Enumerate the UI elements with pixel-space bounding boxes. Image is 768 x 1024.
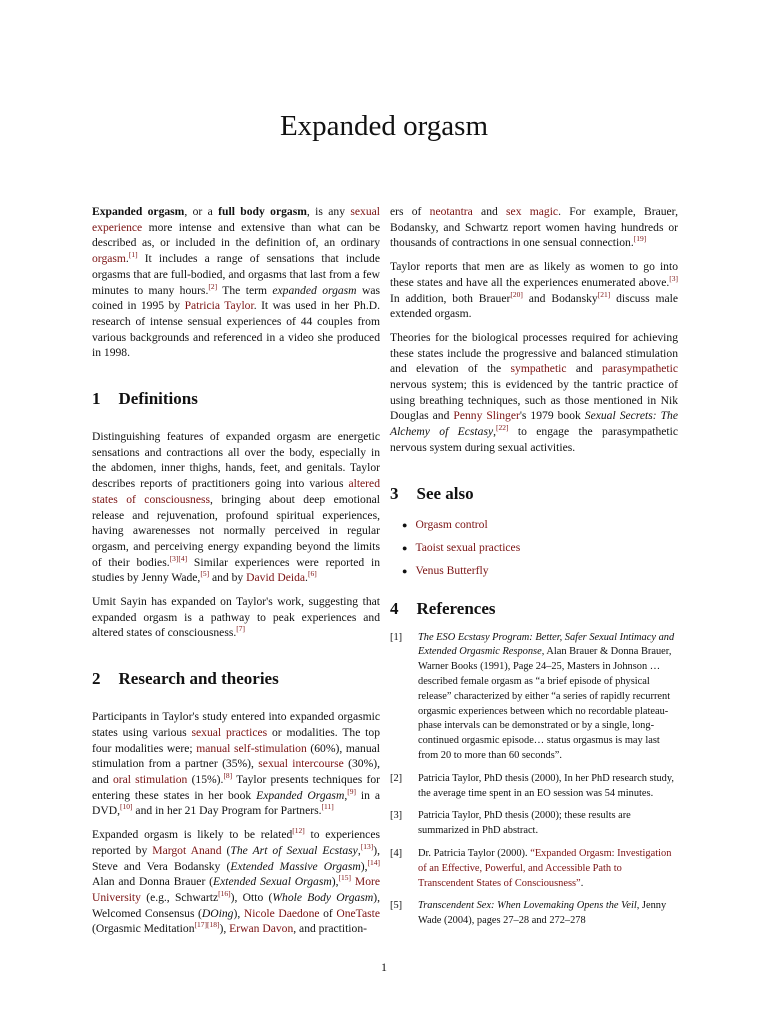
citation[interactable]: [1]: [128, 250, 138, 260]
link-orgasm[interactable]: orgasm: [92, 252, 126, 266]
link-patricia-taylor[interactable]: Patricia Taylor: [184, 299, 254, 313]
definitions-paragraph-2: Umit Sayin has expanded on Taylor's work, suggesting that expanded orgasm is a pathway to peak experiences and altered states of consciousness.[7]: [92, 595, 380, 640]
reference-item: [3] Patricia Taylor, PhD thesis (2000); these results are summarized in PhD abstract.: [390, 809, 678, 839]
citation[interactable]: [20]: [510, 289, 523, 299]
reference-number: [4]: [390, 847, 403, 859]
link-manual-self-stimulation[interactable]: manual self-stimulation: [196, 741, 307, 755]
link-sympathetic[interactable]: sympathetic: [510, 362, 567, 376]
link-margot-anand[interactable]: Margot Anand: [152, 843, 222, 857]
link-oral-stimulation[interactable]: oral stimulation: [112, 772, 188, 786]
citation[interactable]: [16]: [218, 889, 231, 899]
link-more-university[interactable]: More University: [92, 875, 381, 904]
bullet-icon: ●: [402, 565, 408, 576]
citation[interactable]: [14]: [367, 857, 380, 867]
link-sexual-experience[interactable]: sexual experience: [92, 205, 380, 234]
section-heading-research: 2 Research and theories: [92, 669, 279, 689]
citation[interactable]: [6]: [307, 569, 317, 579]
citation[interactable]: [11]: [321, 802, 334, 812]
reference-number: [3]: [390, 810, 403, 822]
left-column: [92, 204, 380, 945]
citation[interactable]: [2]: [208, 281, 218, 291]
see-also-list: [390, 518, 678, 577]
right-column: [390, 204, 678, 937]
reference-item: [1] The ESO Ecstasy Program: Better, Safer Sexual Intimacy and Extended Orgasmic Response, Alan Brauer & Donna Brauer, Warner Books (1991), Page 24–25, Masters in Johnson … described female orgasm as “a brief episode of physical release” characterized by either “a series of rapidly recurrent orgasmic experiences between which no recordable plateau-phase intervals can be demonstrated or by a single, long-continued orgasmic episode… status orgasmus is may last from 20 to more than 60 seconds”.: [390, 631, 678, 764]
section-heading-see-also: 3 See also: [390, 483, 474, 503]
citation[interactable]: [21]: [597, 289, 611, 299]
section-heading-references: 4 References: [390, 598, 496, 618]
link-penny-slinger[interactable]: Penny Slinger: [453, 409, 520, 423]
link-neotantra[interactable]: neotantra: [429, 205, 473, 218]
link-sexual-intercourse[interactable]: sexual intercourse: [258, 757, 344, 771]
research-continued-paragraph: ers of neotantra and sex magic. For example, Brauer, Bodansky, and Schwartz report women having hundreds or thousands of contractions in one sensual connection.[19]: [390, 205, 678, 250]
bullet-icon: ●: [402, 519, 408, 530]
link-david-deida[interactable]: David Deida: [246, 571, 306, 585]
intro-bold-term: Expanded orgasm: [92, 205, 185, 218]
reference-number: [1]: [390, 631, 403, 643]
men-paragraph: Taylor reports that men are as likely as women to go into these states and have all the experiences enumerated above.[3] In addition, both Brauer[20] and Bodansky[21] discuss male extended orgasm.: [390, 260, 678, 321]
link-venus-butterfly[interactable]: Venus Butterfly: [415, 563, 489, 577]
citation[interactable]: [9]: [347, 786, 356, 796]
research-paragraph-2: Expanded orgasm is likely to be related[12] to experiences reported by Margot Anand (The Art of Sexual Ecstasy,[13]), Steve and Vera Bodansky (Extended Massive Orgasm),[14] Alan and Donna Brauer (Extended Sexual Orgasm),[15] More University (e.g., Schwartz[16]), Otto (Whole Body Orgasm), Welcomed Consensus (DOing), Nicole Daedone of OneTaste (Orgasmic Meditation[17][18]), Erwan Davon, and practition-: [92, 826, 381, 936]
intro-paragraph: Expanded orgasm, or a full body orgasm, is any sexual experience more intense and extensive than what can be described as, or included in the definition of, an ordinary orgasm.[1] It includes a range of sensations that include orgasms that are full-bodied, and orgasms that last from a few minutes to many hours.[2] The term expanded orgasm was coined in 1995 by Patricia Taylor. It was used in her Ph.D. research of intense sensual experiences of 44 couples from various backgrounds and referenced in a video she produced in 1998.: [92, 205, 381, 360]
reference-number: [5]: [390, 900, 403, 912]
reference-item: [2] Patricia Taylor, PhD thesis (2000), In her PhD research study, the average time spent in an EO session was 54 minutes.: [390, 772, 678, 802]
citation[interactable]: [7]: [236, 624, 245, 634]
list-item: [402, 518, 678, 531]
reference-item: [4] Dr. Patricia Taylor (2000). “Expanded Orgasm: Investigation of an Effective, Powerful, and Accessible Path to Transcendent States of Consciousness”.: [390, 847, 678, 891]
page-title: Expanded orgasm: [279, 110, 489, 142]
citation[interactable]: [3][4]: [169, 553, 188, 563]
link-taoist-sexual-practices[interactable]: Taoist sexual practices: [415, 540, 521, 554]
citation[interactable]: [15]: [338, 873, 352, 883]
link-altered-states[interactable]: altered states of consciousness: [92, 477, 380, 506]
link-parasympathetic[interactable]: parasympathetic: [602, 362, 678, 376]
citation[interactable]: [12]: [292, 826, 305, 836]
reference-number: [2]: [390, 772, 403, 784]
link-orgasm-control[interactable]: Orgasm control: [415, 517, 488, 531]
link-onetaste[interactable]: OneTaste: [336, 906, 380, 920]
research-paragraph-1: Participants in Taylor's study entered into expanded orgasmic states using various sexual practices or modalities. The top four modalities were; manual self-stimulation (60%), manual stimulation from a partner (35%), sexual intercourse (30%), and oral stimulation (15%).[8] Taylor presents techniques for entering these states in her book Expanded Orgasm,[9] in a DVD,[10] and in her 21 Day Program for Partners.[11]: [92, 710, 381, 818]
page-number: 1: [381, 960, 387, 974]
citation[interactable]: [17][18]: [194, 920, 220, 930]
citation[interactable]: [22]: [496, 423, 509, 433]
link-sex-magic[interactable]: sex magic: [506, 205, 559, 218]
theories-paragraph: Theories for the biological processes required for achieving these states include the progressive and balanced stimulation and elevation of the sympathetic and parasympathetic nervous system; this is evidenced by the tantric practice of using breathing techniques, such as those mentioned in Nik Douglas and Penny Slinger's 1979 book Sexual Secrets: The Alchemy of Ecstasy,[22] to engage the parasympathetic nervous system during sexual activities.: [390, 330, 679, 454]
citation[interactable]: [10]: [120, 802, 133, 812]
link-nicole-daedone[interactable]: Nicole Daedone: [243, 906, 320, 920]
link-reference-4[interactable]: “Expanded Orgasm: Investigation of an Effective, Powerful, and Accessible Path to Transcendent States of Consciousness”: [418, 847, 672, 889]
link-erwan-davon[interactable]: Erwan Davon: [229, 922, 294, 936]
references-list: [390, 631, 678, 929]
citation[interactable]: [19]: [633, 234, 647, 244]
citation[interactable]: [8]: [223, 771, 233, 781]
definitions-paragraph-1: Distinguishing features of expanded orgasm are energetic sensations and contractions all over the body, especially in the abdomen, inner thighs, hands, feet, and genitals. Taylor describes reports of practitioners going into various altered states of consciousness, bringing about deep emotional release and rejuvenation, profound spiritual experiences, having awarenesses not normally perceived in regular orgasm, and perceiving energy expanding beyond the limits of their bodies.[3][4] Similar experiences were reported in studies by Jenny Wade,[5] and by David Deida.[6]: [92, 430, 380, 585]
list-item: [402, 541, 678, 554]
citation[interactable]: [13]: [360, 841, 374, 851]
link-sexual-practices[interactable]: sexual practices: [191, 725, 268, 739]
citation[interactable]: [5]: [200, 569, 210, 579]
list-item: [402, 564, 678, 577]
reference-item: [5] Transcendent Sex: When Lovemaking Opens the Veil, Jenny Wade (2004), pages 27–28 and 272–278: [390, 899, 678, 929]
section-heading-definitions: 1 Definitions: [92, 389, 198, 409]
bullet-icon: ●: [402, 542, 408, 553]
intro-bold-term-2: full body orgasm: [218, 205, 307, 218]
citation[interactable]: [3]: [669, 273, 678, 283]
